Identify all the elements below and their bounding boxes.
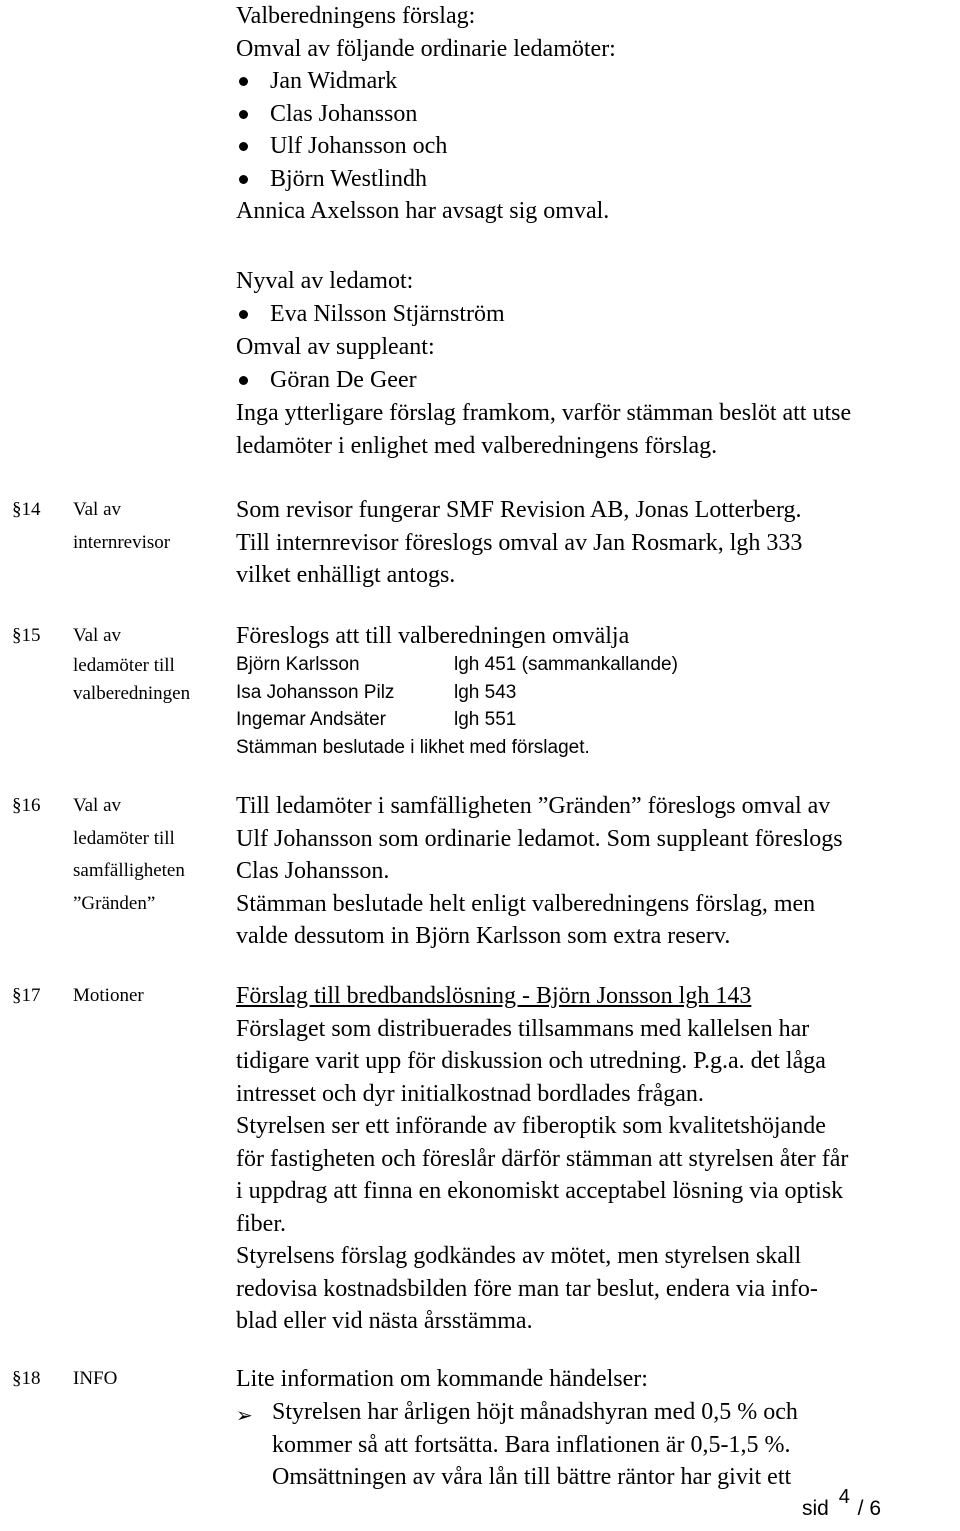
motion-heading: Förslag till bredbandslösning - Björn Jonsson lgh 143: [236, 983, 752, 1009]
nyval-heading: Nyval av ledamot:: [236, 268, 414, 294]
section-body-14: Som revisor fungerar SMF Revision AB, Jonas Lotterberg. Till internrevisor föreslogs omval av Jan Rosmark, lgh 333 vilket enhälligt antogs.: [236, 497, 803, 588]
intro-closing: Inga ytterligare förslag framkom, varför stämman beslöt att utse ledamöter i enlighet med valberedningens förslag.: [236, 400, 852, 459]
bullet-icon: [239, 77, 248, 86]
intro-heading: Valberedningens förslag:: [236, 3, 476, 29]
intro-subheading: Omval av följande ordinarie ledamöter:: [236, 35, 616, 62]
section-title-15: Val av ledamöter till valberedningen: [73, 625, 191, 704]
table-row: Isa Johansson Pilz lgh 543: [236, 681, 517, 703]
nominee-table: [236, 651, 678, 761]
bullet-icon: [239, 110, 248, 119]
section-lead-18: Lite information om kommande händelser:: [236, 1366, 648, 1392]
section-number-18: §18: [12, 1368, 41, 1389]
info-item: ➢ Styrelsen har årligen höjt månadshyran med 0,5 % och kommer så att fortsätta. Bara inflationen är 0,5-1,5 %. Omsättningen av våra lån till bättre räntor har givit ett: [236, 1399, 798, 1490]
section-body-17: Förslag till bredbandslösning - Björn Jonsson lgh 143 Förslaget som distribuerades tillsammans med kallelsen har tidigare varit upp för diskussion och utredning. P.g.a. det låga intresset och dyr initialkostnad bordlades frågan. Styrelsen ser ett införande av fiberoptik som kvalitetshöjande för fastigheten och föreslår därför stämman att styrelsen åter får i uppdrag att finna en ekonomiskt acceptabel lösning via optisk fiber. Styrelsens förslag godkändes av mötet, men styrelsen skall redovisa kostnadsbilden före man tar beslut, endera via info- blad eller vid nästa årsstämma.: [236, 980, 848, 1338]
section-number-16: §16: [12, 795, 41, 816]
section-title-18: INFO: [73, 1368, 118, 1389]
section-closing-15: Stämman beslutade i likhet med förslaget.: [236, 736, 590, 758]
list-item: Björn Westlindh: [236, 163, 447, 196]
ordinary-members-list: [236, 65, 447, 195]
list-item: Clas Johansson: [236, 98, 447, 131]
section-title-16: Val av ledamöter till samfälligheten ”Gränden”: [73, 795, 185, 914]
suppleant-heading: Omval av suppleant:: [236, 334, 435, 360]
page-number: 4: [838, 1486, 850, 1508]
list-item: Ulf Johansson och: [236, 130, 447, 163]
section-number-15: §15: [12, 625, 41, 646]
list-item: Göran De Geer: [236, 364, 417, 397]
intro-block: [236, 0, 616, 65]
section-lead-15: Föreslogs att till valberedningen omvälja: [236, 623, 630, 649]
bullet-icon: [239, 310, 248, 319]
section-title-17: Motioner: [73, 985, 144, 1006]
list-item: Eva Nilsson Stjärnström: [236, 298, 505, 331]
suppleant-list: [236, 364, 417, 397]
section-number-17: §17: [12, 985, 41, 1006]
section-body-16: Till ledamöter i samfälligheten ”Gränden” föreslogs omval av Ulf Johansson som ordinarie ledamot. Som suppleant föreslogs Clas Johansson. Stämman beslutade helt enligt valberedningens förslag, men valde dessutom in Björn Karlsson som extra reserv.: [236, 793, 843, 949]
bullet-icon: [239, 175, 248, 184]
page-footer: [802, 1486, 882, 1521]
intro-resignation: Annica Axelsson har avsagt sig omval.: [236, 198, 610, 224]
table-row: Björn Karlsson lgh 451 (sammankallande): [236, 654, 678, 675]
nyval-list: [236, 298, 505, 331]
arrow-bullet-icon: ➢: [236, 1403, 253, 1427]
section-number-14: §14: [12, 499, 41, 520]
bullet-icon: [239, 376, 248, 385]
bullet-icon: [239, 142, 248, 151]
table-row: Ingemar Andsäter lgh 551: [236, 709, 517, 730]
footer-sid-label: sid: [802, 1497, 829, 1520]
section-title-14: Val av internrevisor: [73, 499, 171, 553]
list-item: Jan Widmark: [236, 65, 447, 98]
page-total: / 6: [857, 1497, 882, 1520]
